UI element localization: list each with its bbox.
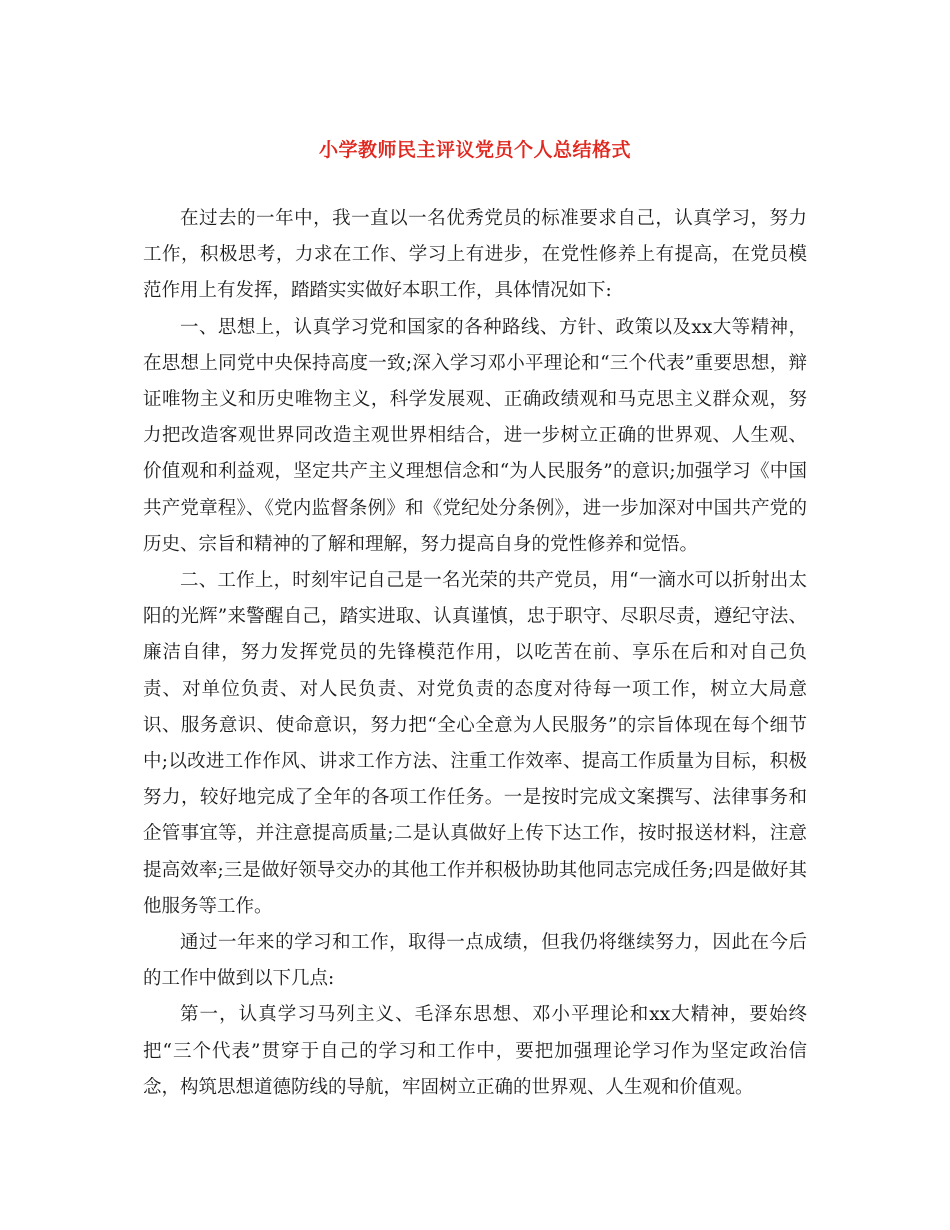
document-body (143, 201, 807, 1106)
paragraph-transition: 通过一年来的学习和工作，取得一点成绩，但我仍将继续努力，因此在今后的工作中做到以下几点: (143, 932, 807, 990)
paragraph-work: 二、工作上，时刻牢记自己是一名光荣的共产党员，用“一滴水可以折射出太阳的光辉”来警醒自己，踏实进取、认真谨慎，忠于职守、尽职尽责，遵纪守法、廉洁自律，努力发挥党员的先锋模范作用，以吃苦在前、享乐在后和对自己负责、对单位负责、对人民负责、对党负责的态度对待每一项工作，树立大局意识、服务意识、使命意识，努力把“全心全意为人民服务”的宗旨体现在每个细节中;以改进工作作风、讲求工作方法、注重工作效率、提高工作质量为目标，积极努力，较好地完成了全年的各项工作任务。一是按时完成文案撰写、法律事务和企管事宜等，并注意提高质量;二是认真做好上传下达工作，按时报送材料，注意提高效率;三是做好领导交办的其他工作并积极协助其他同志完成任务;四是做好其他服务等工作。 (143, 570, 807, 917)
paragraph-ideology: 一、思想上，认真学习党和国家的各种路线、方针、政策以及xx大等精神，在思想上同党中央保持高度一致;深入学习邓小平理论和“三个代表”重要思想，辩证唯物主义和历史唯物主义，科学发展观、正确政绩观和马克思主义群众观，努力把改造客观世界同改造主观世界相结合，进一步树立正确的世界观、人生观、价值观和利益观，坚定共产主义理想信念和“为人民服务”的意识;加强学习《中国共产党章程》、《党内监督条例》和《党纪处分条例》，进一步加深对中国共产党的历史、宗旨和精神的了解和理解，努力提高自身的党性修养和觉悟。 (143, 316, 807, 555)
paragraph-first-point: 第一，认真学习马列主义、毛泽东思想、邓小平理论和xx大精神，要始终把“三个代表”贯穿于自己的学习和工作中，要把加强理论学习作为坚定政治信念，构筑思想道德防线的导航，牢固树立正确的世界观、人生观和价值观。 (143, 1004, 807, 1098)
paragraph-intro: 在过去的一年中，我一直以一名优秀党员的标准要求自己，认真学习，努力工作，积极思考，力求在工作、学习上有进步，在党性修养上有提高，在党员模范作用上有发挥，踏踏实实做好本职工作，具体情况如下: (143, 208, 807, 302)
document-title: 小学教师民主评议党员个人总结格式 (318, 139, 631, 161)
